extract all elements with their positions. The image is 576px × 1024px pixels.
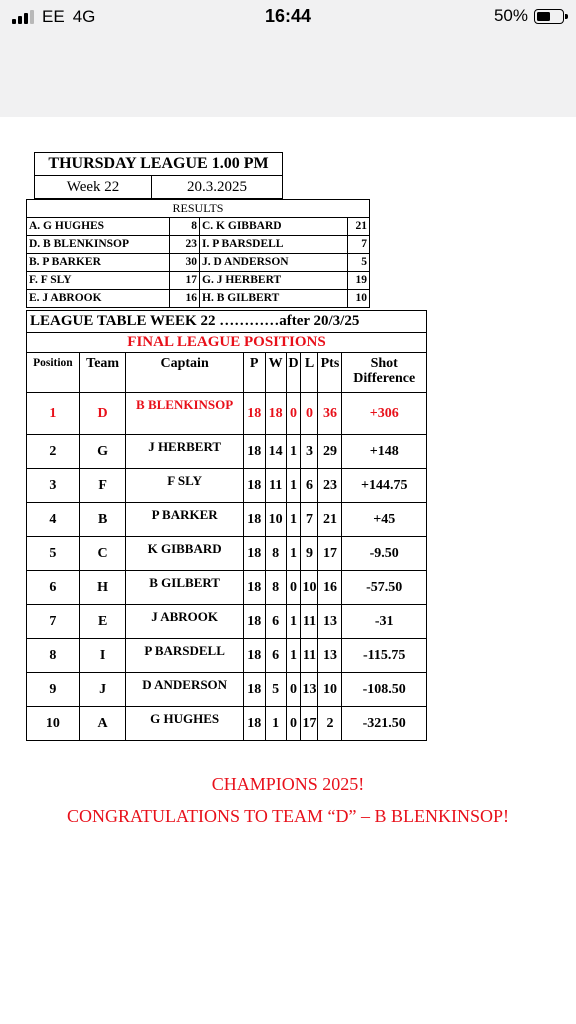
league-row (27, 571, 427, 605)
league-header (34, 152, 283, 199)
cell-points: 23 (318, 469, 342, 503)
col-lost: L (301, 353, 318, 393)
cell-won: 1 (265, 707, 286, 741)
cell-lost: 0 (301, 393, 318, 435)
cell-drawn: 1 (286, 537, 301, 571)
cell-won: 10 (265, 503, 286, 537)
cell-points: 2 (318, 707, 342, 741)
result-away-team: H. B GILBERT (200, 290, 348, 308)
league-row (27, 639, 427, 673)
cell-shot-difference: -9.50 (342, 537, 427, 571)
cell-drawn: 0 (286, 673, 301, 707)
result-home-score: 30 (170, 254, 200, 272)
cell-won: 5 (265, 673, 286, 707)
final-positions-heading: FINAL LEAGUE POSITIONS (27, 333, 427, 353)
result-home-team: A. G HUGHES (27, 218, 170, 236)
cell-drawn: 0 (286, 707, 301, 741)
result-away-team: G. J HERBERT (200, 272, 348, 290)
cell-drawn: 0 (286, 571, 301, 605)
league-row (27, 673, 427, 707)
cell-played: 18 (243, 503, 265, 537)
results-caption: RESULTS (27, 200, 370, 218)
result-row (27, 272, 370, 290)
cell-position: 4 (27, 503, 80, 537)
champions-banner: CHAMPIONS 2025! (211, 774, 365, 794)
cell-lost: 11 (301, 605, 318, 639)
week-label: Week 22 (35, 176, 152, 199)
result-row (27, 218, 370, 236)
cell-captain: B BLENKINSOP (126, 393, 243, 435)
cell-shot-difference: -115.75 (342, 639, 427, 673)
date-label: 20.3.2025 (152, 176, 283, 199)
cell-position: 3 (27, 469, 80, 503)
carrier-label: EE (42, 7, 65, 26)
cell-position: 10 (27, 707, 80, 741)
cell-position: 5 (27, 537, 80, 571)
cell-points: 13 (318, 639, 342, 673)
cell-won: 6 (265, 639, 286, 673)
cell-won: 8 (265, 571, 286, 605)
cell-shot-difference: +144.75 (342, 469, 427, 503)
cell-lost: 9 (301, 537, 318, 571)
cell-lost: 10 (301, 571, 318, 605)
cell-position: 6 (27, 571, 80, 605)
cell-points: 16 (318, 571, 342, 605)
cell-played: 18 (243, 537, 265, 571)
cell-position: 7 (27, 605, 80, 639)
result-home-team: F. F SLY (27, 272, 170, 290)
result-home-score: 16 (170, 290, 200, 308)
battery-percent: 50% (493, 6, 528, 25)
cell-team: B (79, 503, 126, 537)
results-table (26, 199, 370, 308)
result-away-score: 19 (348, 272, 370, 290)
result-row (27, 290, 370, 308)
col-shot-difference: Shot Difference (342, 353, 427, 393)
league-table-title: LEAGUE TABLE WEEK 22 …………after 20/3/25 (27, 311, 427, 333)
column-headers (27, 353, 427, 393)
cell-team: E (79, 605, 126, 639)
cell-played: 18 (243, 469, 265, 503)
cell-won: 11 (265, 469, 286, 503)
result-home-score: 8 (170, 218, 200, 236)
congratulations-message: CONGRATULATIONS TO TEAM “D” – B BLENKINSOP! (66, 806, 509, 826)
col-played: P (243, 353, 265, 393)
cell-won: 14 (265, 435, 286, 469)
result-home-score: 23 (170, 236, 200, 254)
result-home-team: B. P BARKER (27, 254, 170, 272)
cell-lost: 3 (301, 435, 318, 469)
result-home-team: D. B BLENKINSOP (27, 236, 170, 254)
result-away-team: C. K GIBBARD (200, 218, 348, 236)
league-table (26, 310, 427, 741)
result-away-team: I. P BARSDELL (200, 236, 348, 254)
cell-shot-difference: -108.50 (342, 673, 427, 707)
result-home-team: E. J ABROOK (27, 290, 170, 308)
cell-played: 18 (243, 707, 265, 741)
cell-team: D (79, 393, 126, 435)
col-team: Team (79, 353, 126, 393)
result-away-score: 10 (348, 290, 370, 308)
clock: 16:44 (264, 6, 312, 26)
col-captain: Captain (126, 353, 243, 393)
cell-lost: 17 (301, 707, 318, 741)
cell-captain: J HERBERT (126, 435, 243, 469)
status-bar (0, 0, 576, 117)
cell-drawn: 1 (286, 605, 301, 639)
cell-played: 18 (243, 393, 265, 435)
league-row (27, 393, 427, 435)
cell-shot-difference: -57.50 (342, 571, 427, 605)
cell-position: 8 (27, 639, 80, 673)
col-position: Position (27, 353, 80, 393)
cell-team: I (79, 639, 126, 673)
league-row (27, 435, 427, 469)
league-row (27, 707, 427, 741)
result-home-score: 17 (170, 272, 200, 290)
cell-won: 18 (265, 393, 286, 435)
cell-points: 13 (318, 605, 342, 639)
cell-points: 36 (318, 393, 342, 435)
cell-position: 2 (27, 435, 80, 469)
result-row (27, 254, 370, 272)
cell-position: 1 (27, 393, 80, 435)
cell-captain: F SLY (126, 469, 243, 503)
result-away-score: 5 (348, 254, 370, 272)
cell-drawn: 1 (286, 469, 301, 503)
cell-lost: 7 (301, 503, 318, 537)
cell-played: 18 (243, 571, 265, 605)
cell-team: A (79, 707, 126, 741)
cell-drawn: 1 (286, 503, 301, 537)
cell-team: J (79, 673, 126, 707)
league-row (27, 605, 427, 639)
league-row (27, 503, 427, 537)
cell-captain: G HUGHES (126, 707, 243, 741)
cell-team: F (79, 469, 126, 503)
cell-captain: P BARKER (126, 503, 243, 537)
result-away-score: 21 (348, 218, 370, 236)
league-row (27, 469, 427, 503)
cell-shot-difference: -321.50 (342, 707, 427, 741)
cell-points: 10 (318, 673, 342, 707)
col-drawn: D (286, 353, 301, 393)
network-label: 4G (72, 7, 96, 26)
cell-played: 18 (243, 639, 265, 673)
cell-won: 8 (265, 537, 286, 571)
col-points: Pts (318, 353, 342, 393)
cell-shot-difference: +148 (342, 435, 427, 469)
cell-captain: P BARSDELL (126, 639, 243, 673)
league-title: THURSDAY LEAGUE 1.00 PM (35, 153, 283, 176)
result-away-team: J. D ANDERSON (200, 254, 348, 272)
cell-lost: 6 (301, 469, 318, 503)
cell-lost: 11 (301, 639, 318, 673)
cell-position: 9 (27, 673, 80, 707)
cell-team: H (79, 571, 126, 605)
cell-captain: B GILBERT (126, 571, 243, 605)
cell-shot-difference: +306 (342, 393, 427, 435)
battery-icon (534, 9, 564, 24)
cell-drawn: 0 (286, 393, 301, 435)
cell-lost: 13 (301, 673, 318, 707)
cell-captain: J ABROOK (126, 605, 243, 639)
result-away-score: 7 (348, 236, 370, 254)
col-won: W (265, 353, 286, 393)
cell-played: 18 (243, 605, 265, 639)
cell-shot-difference: +45 (342, 503, 427, 537)
cell-played: 18 (243, 435, 265, 469)
cell-drawn: 1 (286, 435, 301, 469)
cell-points: 29 (318, 435, 342, 469)
league-row (27, 537, 427, 571)
status-right (494, 6, 564, 26)
result-row (27, 236, 370, 254)
cell-points: 21 (318, 503, 342, 537)
cell-points: 17 (318, 537, 342, 571)
cell-team: C (79, 537, 126, 571)
cell-captain: K GIBBARD (126, 537, 243, 571)
cell-team: G (79, 435, 126, 469)
cell-played: 18 (243, 673, 265, 707)
cell-won: 6 (265, 605, 286, 639)
cell-shot-difference: -31 (342, 605, 427, 639)
cell-drawn: 1 (286, 639, 301, 673)
cell-captain: D ANDERSON (126, 673, 243, 707)
